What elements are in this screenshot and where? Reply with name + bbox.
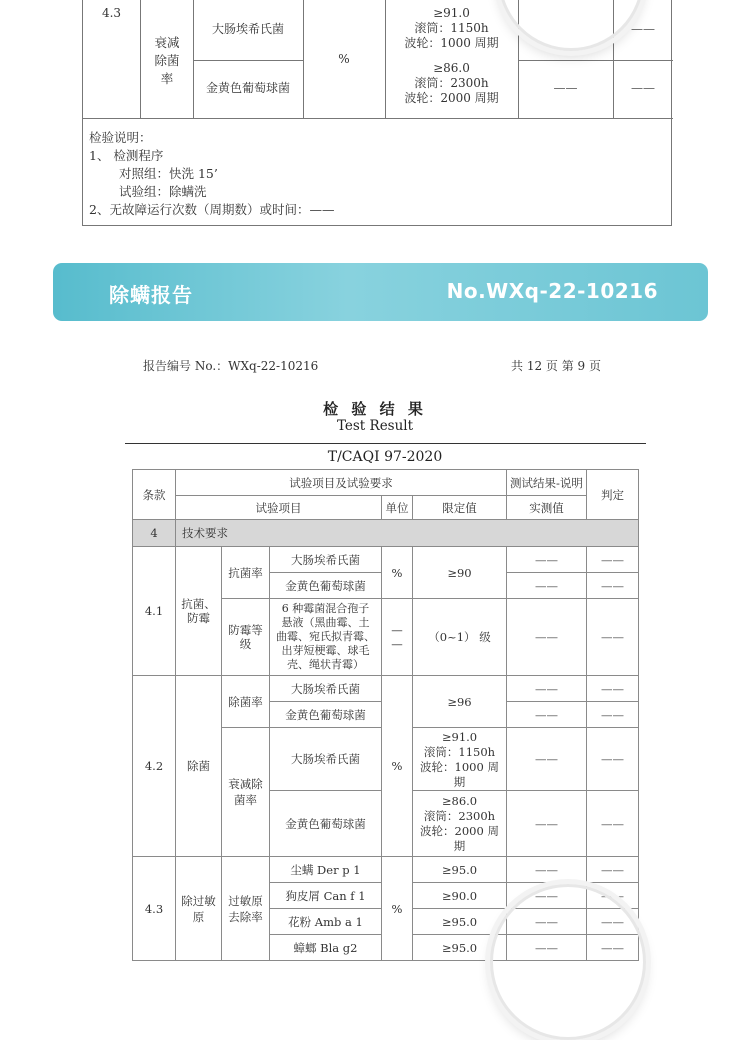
col-item-header: 试验项目 <box>176 496 382 520</box>
decay-ecoli-limit: ≥91.0 滚筒：1150h 波轮：1000 周期 <box>413 728 507 791</box>
table-row: 防霉等级 6 种霉菌混合孢子 悬液（黑曲霉、土 曲霉、宛氏拟青霉、 出芽短梗霉、球毛 壳、绳状青霉） — — （0~1） 级 —— —— <box>133 599 639 676</box>
standard-label: T/CAQI 97-2020 <box>327 449 443 465</box>
page-count: 共 12 页 第 9 页 <box>511 359 601 373</box>
judgment-ecoli: —— <box>631 22 655 36</box>
col-clause-header: 条款 <box>133 470 176 520</box>
table-row: 衰减除菌率 大肠埃希氏菌 ≥91.0 滚筒：1150h 波轮：1000 周期 —— —— <box>133 728 639 791</box>
mold-description: 6 种霉菌混合孢子 悬液（黑曲霉、土 曲霉、宛氏拟青霉、 出芽短梗霉、球毛 壳、绳状青霉） <box>270 599 382 676</box>
section-row: 4 技术要求 <box>133 520 639 547</box>
table-row: 4.1 抗菌、防霉 抗菌率 大肠埃希氏菌 % ≥90 —— —— <box>133 547 639 573</box>
page-subtitle: Test Result <box>336 418 414 434</box>
table-row: 金黄色葡萄球菌 —— —— <box>133 702 639 728</box>
table-row: 狗皮屑 Can f 1 ≥90.0 —— —— <box>133 883 639 909</box>
table-row: 金黄色葡萄球菌 —— —— <box>133 573 639 599</box>
page-title: 检 验 结 果 <box>323 400 427 418</box>
table-row: 蟑螂 Bla g2 ≥95.0 —— —— <box>133 935 639 961</box>
category-label: 衰减除菌率 <box>154 35 180 86</box>
col-item-group-header: 试验项目及试验要求 <box>176 470 507 496</box>
item-staph: 金黄色葡萄球菌 <box>205 81 290 95</box>
decay-staph-limit: ≥86.0 滚筒：2300h 波轮：2000 周期 <box>413 791 507 857</box>
col-limit-header: 限定值 <box>413 496 507 520</box>
table-row: 4.3 除过敏原 过敏原去除率 尘螨 Der p 1 % ≥95.0 —— —— <box>133 857 639 883</box>
col-unit-header: 单位 <box>382 496 413 520</box>
item-ecoli: 大肠埃希氏菌 <box>211 22 284 36</box>
limit-staph: ≥86.0 滚筒：2300h 波轮：2000 周期 <box>404 61 499 105</box>
measured-staph: —— <box>553 81 578 95</box>
notes-line-4: 2、无故障运行次数（周期数）或时间：—— <box>89 202 335 217</box>
table-row: 花粉 Amb a 1 ≥95.0 —— —— <box>133 909 639 935</box>
notes-line-3: 试验组：除螨洗 <box>119 184 207 199</box>
table-row: 4.2 除菌 除菌率 大肠埃希氏菌 % ≥96 —— —— <box>133 676 639 702</box>
clause-label: 4.3 <box>101 6 122 20</box>
notes-heading: 检验说明： <box>89 130 152 145</box>
title-divider <box>125 443 646 444</box>
col-result-group-header: 测试结果-说明 <box>507 470 587 496</box>
report-banner <box>53 263 708 321</box>
banner-title: 除螨报告 <box>109 283 193 307</box>
magnifier-lens-icon <box>490 884 646 1040</box>
notes-line-2: 对照组：快洗 15’ <box>119 166 218 181</box>
table-row: 金黄色葡萄球菌 ≥86.0 滚筒：2300h 波轮：2000 周期 —— —— <box>133 791 639 857</box>
notes-line-1: 1、 检测程序 <box>89 148 164 163</box>
limit-ecoli: ≥91.0 滚筒：1150h 波轮：1000 周期 <box>404 6 499 50</box>
judgment-staph: —— <box>631 81 655 95</box>
col-measured-header: 实测值 <box>507 496 587 520</box>
unit-label: % <box>338 52 350 66</box>
banner-number: No.WXq-22-10216 <box>446 279 658 303</box>
report-number: 报告编号 No.：WXq-22-10216 <box>143 359 319 373</box>
col-judgment-header: 判定 <box>587 470 639 520</box>
mold-unit: — — <box>382 599 413 676</box>
